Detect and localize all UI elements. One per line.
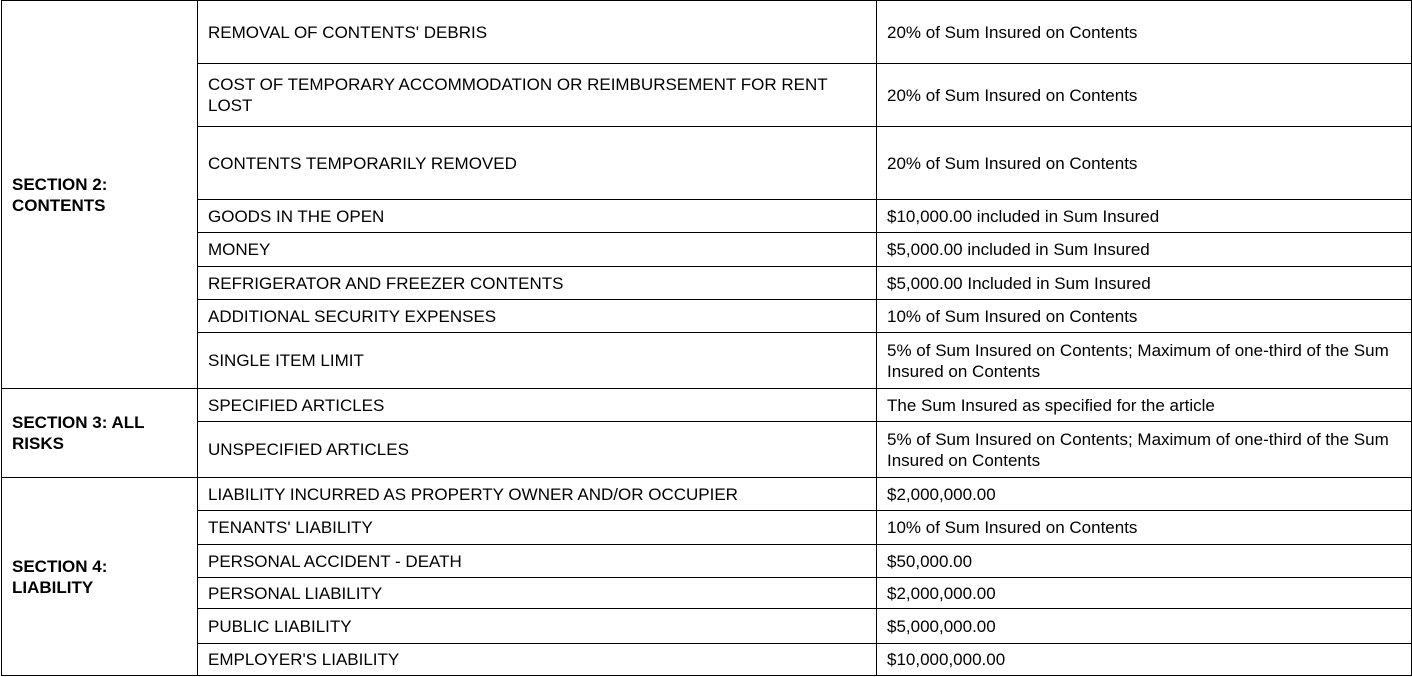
table-row — [2, 478, 1412, 511]
cover-item: REMOVAL OF CONTENTS' DEBRIS — [198, 1, 877, 64]
cover-item: COST OF TEMPORARY ACCOMMODATION OR REIMBURSEMENT FOR RENT LOST — [198, 64, 877, 127]
table-row — [2, 644, 1412, 676]
table-row — [2, 300, 1412, 333]
cover-item: GOODS IN THE OPEN — [198, 200, 877, 233]
cover-item: REFRIGERATOR AND FREEZER CONTENTS — [198, 267, 877, 300]
table-row — [2, 578, 1412, 609]
policy-limits-table — [1, 0, 1412, 676]
section-label: SECTION 2: CONTENTS — [2, 1, 198, 389]
table-row — [2, 200, 1412, 233]
cover-item: PERSONAL LIABILITY — [198, 578, 877, 609]
cover-item: LIABILITY INCURRED AS PROPERTY OWNER AND/OR OCCUPIER — [198, 478, 877, 511]
cover-limit: $2,000,000.00 — [877, 478, 1412, 511]
cover-item: TENANTS' LIABILITY — [198, 511, 877, 545]
cover-limit: $5,000.00 Included in Sum Insured — [877, 267, 1412, 300]
cover-limit: The Sum Insured as specified for the article — [877, 389, 1412, 422]
cover-limit: $5,000.00 included in Sum Insured — [877, 233, 1412, 267]
cover-limit: $10,000.00 included in Sum Insured — [877, 200, 1412, 233]
table-row — [2, 609, 1412, 644]
cover-limit: $10,000,000.00 — [877, 644, 1412, 676]
cover-item: MONEY — [198, 233, 877, 267]
cover-limit: 20% of Sum Insured on Contents — [877, 64, 1412, 127]
section-label: SECTION 4: LIABILITY — [2, 478, 198, 676]
table-row — [2, 545, 1412, 578]
table-row — [2, 389, 1412, 422]
cover-item: CONTENTS TEMPORARILY REMOVED — [198, 127, 877, 200]
cover-item: PUBLIC LIABILITY — [198, 609, 877, 644]
table-row — [2, 1, 1412, 64]
cover-limit: $50,000.00 — [877, 545, 1412, 578]
cover-item: ADDITIONAL SECURITY EXPENSES — [198, 300, 877, 333]
table-row — [2, 422, 1412, 478]
cover-limit: $5,000,000.00 — [877, 609, 1412, 644]
cover-limit: 10% of Sum Insured on Contents — [877, 511, 1412, 545]
cover-item: EMPLOYER'S LIABILITY — [198, 644, 877, 676]
table-row — [2, 333, 1412, 389]
cover-limit: 10% of Sum Insured on Contents — [877, 300, 1412, 333]
table-row — [2, 127, 1412, 200]
cover-item: SINGLE ITEM LIMIT — [198, 333, 877, 389]
table-row — [2, 233, 1412, 267]
cover-item: UNSPECIFIED ARTICLES — [198, 422, 877, 478]
table-row — [2, 511, 1412, 545]
table-row — [2, 64, 1412, 127]
cover-limit: 5% of Sum Insured on Contents; Maximum of one-third of the Sum Insured on Contents — [877, 333, 1412, 389]
cover-limit: $2,000,000.00 — [877, 578, 1412, 609]
table-row — [2, 267, 1412, 300]
cover-limit: 20% of Sum Insured on Contents — [877, 127, 1412, 200]
cover-item: PERSONAL ACCIDENT - DEATH — [198, 545, 877, 578]
cover-item: SPECIFIED ARTICLES — [198, 389, 877, 422]
cover-limit: 20% of Sum Insured on Contents — [877, 1, 1412, 64]
section-label: SECTION 3: ALL RISKS — [2, 389, 198, 478]
cover-limit: 5% of Sum Insured on Contents; Maximum of one-third of the Sum Insured on Contents — [877, 422, 1412, 478]
